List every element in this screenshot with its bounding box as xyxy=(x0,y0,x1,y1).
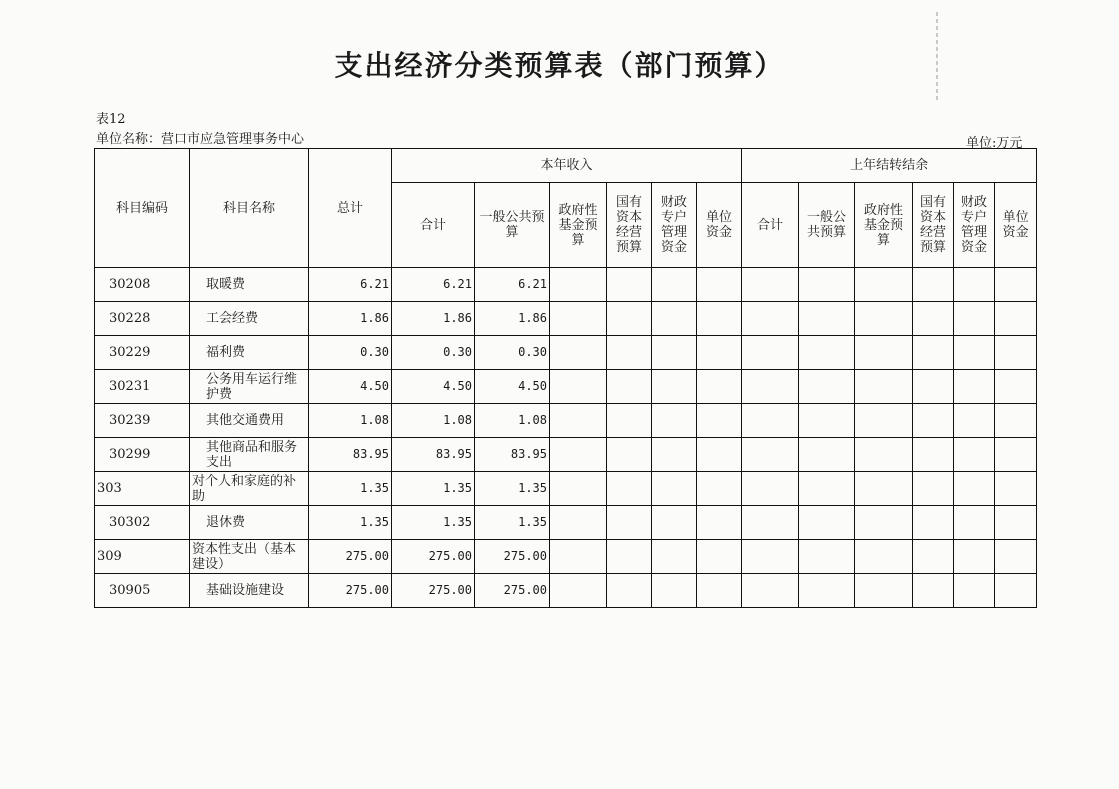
header-general: 一般公共预算 xyxy=(475,183,550,268)
cell-empty xyxy=(550,506,607,540)
cell-empty xyxy=(742,268,799,302)
cell-empty xyxy=(607,574,652,608)
cell-empty xyxy=(913,302,954,336)
cell-empty xyxy=(799,404,855,438)
cell-empty xyxy=(913,268,954,302)
cell-empty xyxy=(855,336,913,370)
header-state-capital: 国有资本经营预算 xyxy=(607,183,652,268)
cell-empty xyxy=(742,336,799,370)
cell-empty xyxy=(652,268,697,302)
cell-general: 83.95 xyxy=(475,438,550,472)
cell-empty xyxy=(799,472,855,506)
cell-empty xyxy=(913,404,954,438)
table-row xyxy=(95,540,1037,574)
cell-empty xyxy=(697,438,742,472)
cell-empty xyxy=(995,370,1037,404)
cell-heji: 0.30 xyxy=(392,336,475,370)
cell-empty xyxy=(697,472,742,506)
cell-empty xyxy=(652,336,697,370)
cell-empty xyxy=(799,370,855,404)
cell-code: 30905 xyxy=(95,574,190,608)
cell-empty xyxy=(697,506,742,540)
header-fiscal-special: 财政专户管理资金 xyxy=(652,183,697,268)
cell-code: 30302 xyxy=(95,506,190,540)
cell-empty xyxy=(550,302,607,336)
table-row xyxy=(95,574,1037,608)
cell-empty xyxy=(697,336,742,370)
cell-heji: 6.21 xyxy=(392,268,475,302)
header-carryover: 上年结转结余 xyxy=(742,149,1037,183)
cell-empty xyxy=(995,268,1037,302)
cell-empty xyxy=(799,574,855,608)
cell-empty xyxy=(799,506,855,540)
cell-empty xyxy=(742,370,799,404)
cell-total: 275.00 xyxy=(309,574,392,608)
cell-code: 30231 xyxy=(95,370,190,404)
cell-empty xyxy=(652,404,697,438)
cell-name: 公务用车运行维护费 xyxy=(190,370,309,404)
cell-code: 30228 xyxy=(95,302,190,336)
cell-empty xyxy=(607,302,652,336)
page-title: 支出经济分类预算表（部门预算） xyxy=(334,49,785,82)
cell-empty xyxy=(995,574,1037,608)
cell-empty xyxy=(697,370,742,404)
cell-empty xyxy=(652,302,697,336)
cell-empty xyxy=(550,404,607,438)
cell-empty xyxy=(742,438,799,472)
cell-total: 1.86 xyxy=(309,302,392,336)
cell-empty xyxy=(799,438,855,472)
cell-empty xyxy=(995,540,1037,574)
cell-name: 基础设施建设 xyxy=(190,574,309,608)
cell-empty xyxy=(607,438,652,472)
cell-empty xyxy=(550,268,607,302)
cell-total: 1.08 xyxy=(309,404,392,438)
cell-heji: 4.50 xyxy=(392,370,475,404)
cell-empty xyxy=(742,404,799,438)
cell-empty xyxy=(954,540,995,574)
table-row xyxy=(95,302,1037,336)
cell-empty xyxy=(697,540,742,574)
cell-empty xyxy=(742,506,799,540)
cell-empty xyxy=(607,472,652,506)
cell-empty xyxy=(652,506,697,540)
cell-empty xyxy=(995,438,1037,472)
cell-empty xyxy=(954,506,995,540)
cell-empty xyxy=(550,472,607,506)
cell-empty xyxy=(799,268,855,302)
cell-general: 4.50 xyxy=(475,370,550,404)
cell-heji: 1.35 xyxy=(392,506,475,540)
cell-empty xyxy=(855,540,913,574)
cell-empty xyxy=(913,438,954,472)
cell-empty xyxy=(799,540,855,574)
cell-empty xyxy=(855,438,913,472)
cell-empty xyxy=(954,268,995,302)
table-row xyxy=(95,268,1037,302)
cell-total: 1.35 xyxy=(309,506,392,540)
cell-total: 4.50 xyxy=(309,370,392,404)
cell-empty xyxy=(995,472,1037,506)
unit-label: 单位:万元 xyxy=(966,136,1023,151)
header-gov-fund: 政府性基金预算 xyxy=(550,183,607,268)
header-carry-unit-fund: 单位资金 xyxy=(995,183,1037,268)
cell-empty xyxy=(550,336,607,370)
cell-code: 30229 xyxy=(95,336,190,370)
cell-name: 退休费 xyxy=(190,506,309,540)
cell-empty xyxy=(550,438,607,472)
cell-empty xyxy=(913,472,954,506)
cell-empty xyxy=(855,506,913,540)
cell-empty xyxy=(607,336,652,370)
table-row xyxy=(95,506,1037,540)
cell-total: 83.95 xyxy=(309,438,392,472)
cell-code: 30239 xyxy=(95,404,190,438)
cell-empty xyxy=(855,472,913,506)
cell-empty xyxy=(697,268,742,302)
table-row xyxy=(95,404,1037,438)
cell-code: 309 xyxy=(95,540,190,574)
header-code: 科目编码 xyxy=(95,149,190,268)
cell-heji: 1.08 xyxy=(392,404,475,438)
cell-empty xyxy=(855,574,913,608)
cell-empty xyxy=(855,370,913,404)
cell-heji: 83.95 xyxy=(392,438,475,472)
cell-empty xyxy=(954,336,995,370)
cell-empty xyxy=(652,370,697,404)
cell-empty xyxy=(855,302,913,336)
cell-empty xyxy=(954,404,995,438)
header-total: 总计 xyxy=(309,149,392,268)
table-row xyxy=(95,438,1037,472)
header-heji: 合计 xyxy=(392,183,475,268)
cell-general: 0.30 xyxy=(475,336,550,370)
header-carry-state-capital: 国有资本经营预算 xyxy=(913,183,954,268)
cell-empty xyxy=(799,302,855,336)
cell-empty xyxy=(550,540,607,574)
cell-empty xyxy=(607,268,652,302)
cell-name: 对个人和家庭的补助 xyxy=(190,472,309,506)
cell-empty xyxy=(995,336,1037,370)
cell-empty xyxy=(855,404,913,438)
header-name: 科目名称 xyxy=(190,149,309,268)
header-current-year: 本年收入 xyxy=(392,149,742,183)
cell-empty xyxy=(742,540,799,574)
header-carry-gov-fund: 政府性基金预算 xyxy=(855,183,913,268)
cell-empty xyxy=(954,438,995,472)
cell-empty xyxy=(652,438,697,472)
cell-general: 6.21 xyxy=(475,268,550,302)
budget-table xyxy=(94,148,1037,608)
cell-empty xyxy=(550,574,607,608)
cell-empty xyxy=(995,404,1037,438)
cell-name: 取暖费 xyxy=(190,268,309,302)
cell-general: 275.00 xyxy=(475,540,550,574)
cell-empty xyxy=(913,506,954,540)
header-carry-fiscal-special: 财政专户管理资金 xyxy=(954,183,995,268)
cell-empty xyxy=(913,370,954,404)
cell-empty xyxy=(799,336,855,370)
cell-empty xyxy=(607,540,652,574)
cell-total: 275.00 xyxy=(309,540,392,574)
cell-code: 303 xyxy=(95,472,190,506)
header-carry-general: 一般公共预算 xyxy=(799,183,855,268)
cell-empty xyxy=(607,404,652,438)
table-row xyxy=(95,370,1037,404)
cell-empty xyxy=(954,370,995,404)
cell-name: 工会经费 xyxy=(190,302,309,336)
header-unit-fund: 单位资金 xyxy=(697,183,742,268)
cell-empty xyxy=(652,574,697,608)
cell-heji: 275.00 xyxy=(392,540,475,574)
header-carry-heji: 合计 xyxy=(742,183,799,268)
cell-general: 1.08 xyxy=(475,404,550,438)
cell-empty xyxy=(742,472,799,506)
cell-empty xyxy=(742,302,799,336)
unit-name: 单位名称：营口市应急管理事务中心 xyxy=(96,132,305,147)
table-row xyxy=(95,472,1037,506)
cell-general: 275.00 xyxy=(475,574,550,608)
cell-empty xyxy=(995,506,1037,540)
cell-code: 30208 xyxy=(95,268,190,302)
cell-empty xyxy=(607,370,652,404)
cell-empty xyxy=(652,540,697,574)
cell-empty xyxy=(697,302,742,336)
cell-general: 1.35 xyxy=(475,472,550,506)
cell-total: 0.30 xyxy=(309,336,392,370)
table-body xyxy=(95,268,1037,608)
cell-general: 1.35 xyxy=(475,506,550,540)
cell-empty xyxy=(697,404,742,438)
cell-empty xyxy=(995,302,1037,336)
cell-empty xyxy=(652,472,697,506)
cell-empty xyxy=(954,472,995,506)
table-header xyxy=(95,149,1037,268)
cell-name: 其他交通费用 xyxy=(190,404,309,438)
cell-total: 1.35 xyxy=(309,472,392,506)
cell-empty xyxy=(913,336,954,370)
cell-code: 30299 xyxy=(95,438,190,472)
cell-empty xyxy=(855,268,913,302)
cell-empty xyxy=(954,574,995,608)
cell-empty xyxy=(913,540,954,574)
cell-empty xyxy=(607,506,652,540)
cell-name: 其他商品和服务支出 xyxy=(190,438,309,472)
cell-empty xyxy=(550,370,607,404)
cell-empty xyxy=(697,574,742,608)
cell-name: 福利费 xyxy=(190,336,309,370)
cell-total: 6.21 xyxy=(309,268,392,302)
cell-heji: 275.00 xyxy=(392,574,475,608)
cell-name: 资本性支出（基本建设） xyxy=(190,540,309,574)
cell-empty xyxy=(913,574,954,608)
table-number: 表12 xyxy=(96,112,126,127)
cell-heji: 1.35 xyxy=(392,472,475,506)
table-row xyxy=(95,336,1037,370)
cell-general: 1.86 xyxy=(475,302,550,336)
cell-empty xyxy=(742,574,799,608)
cell-heji: 1.86 xyxy=(392,302,475,336)
cell-empty xyxy=(954,302,995,336)
